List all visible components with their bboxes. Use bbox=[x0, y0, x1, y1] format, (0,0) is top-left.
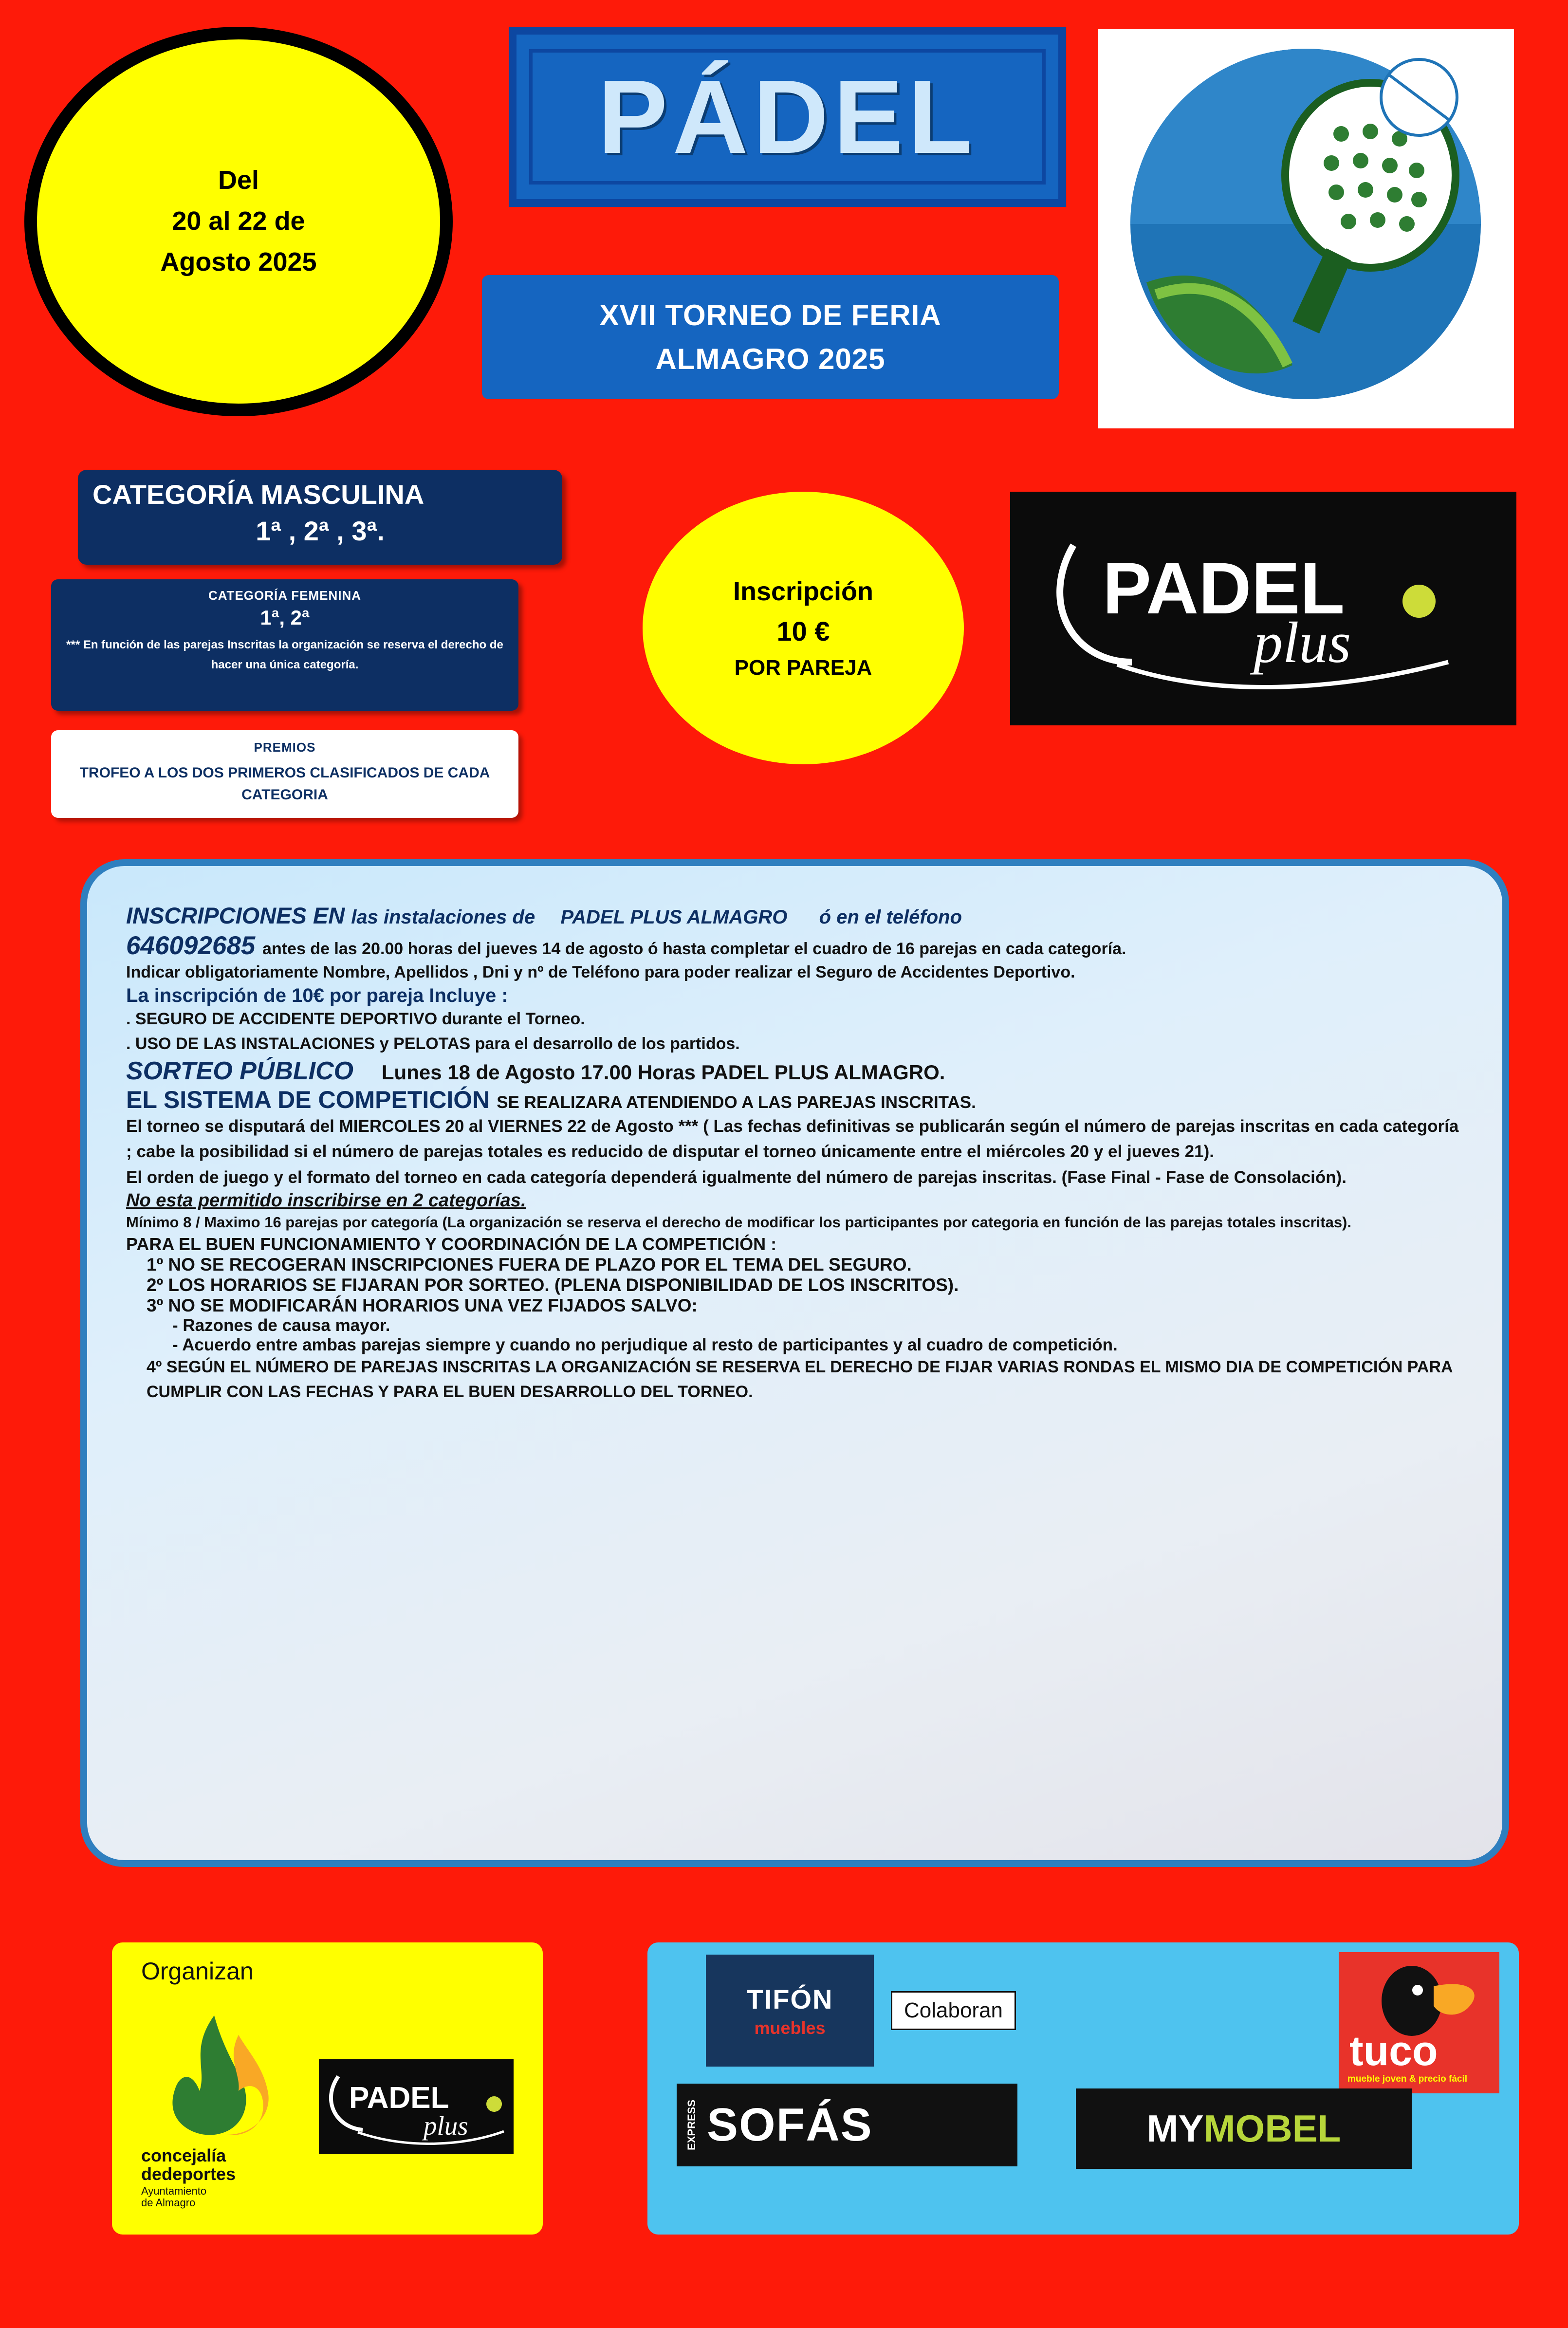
inscripciones-title: INSCRIPCIONES EN bbox=[126, 903, 345, 928]
rule-3b: - Acuerdo entre ambas parejas siempre y cuando no perjudique al resto de participantes y al cuadro de competición. bbox=[172, 1335, 1118, 1354]
paddle-logo-container bbox=[1098, 29, 1514, 428]
sorteo-title: SORTEO PÚBLICO bbox=[126, 1056, 354, 1085]
colaboran-box bbox=[647, 1942, 1519, 2235]
svg-text:concejalía: concejalía bbox=[141, 2145, 226, 2165]
tifon-logo bbox=[706, 1955, 874, 2067]
category-femenina-note: *** En función de las parejas Inscritas la organización se reserva el derecho de hacer una única categoría. bbox=[66, 638, 503, 671]
indicar-text: Indicar obligatoriamente Nombre, Apellidos , Dni y nº de Teléfono para poder realizar el Seguro de Accidentes Deportivo. bbox=[126, 963, 1075, 982]
colaboran-label: Colaboran bbox=[891, 1991, 1016, 2030]
sorteo-line bbox=[126, 1056, 1463, 1086]
date-line-1: Del bbox=[218, 166, 259, 195]
inscripciones-or-phone: ó en el teléfono bbox=[819, 906, 962, 928]
tifon-name: TIFÓN bbox=[746, 1983, 833, 2014]
sofas-logo bbox=[677, 2084, 1017, 2166]
sistema-rest: SE REALIZARA ATENDIENDO A LAS PAREJAS INSCRITAS. bbox=[497, 1092, 976, 1112]
concejalia-logo bbox=[141, 2006, 312, 2210]
inscripciones-venue: PADEL PLUS ALMAGRO bbox=[560, 906, 788, 928]
sistema-line bbox=[126, 1086, 1463, 1114]
page-title: PÁDEL bbox=[598, 58, 977, 175]
rule-2: 2º LOS HORARIOS SE FIJARAN POR SORTEO. (PLENA DISPONIBILIDAD DE LOS INSCRITOS). bbox=[147, 1275, 959, 1295]
tifon-sub: muebles bbox=[754, 2017, 826, 2038]
mymobel-my: MY bbox=[1146, 2107, 1204, 2150]
paragraph-1: El torneo se disputará del MIERCOLES 20 al VIERNES 22 de Agosto *** ( Las fechas definitivas se publicarán según el número de parejas inscritas en cada categoría ; cabe la posibilidad si el número de parejas totales es reducido de disputar el torneo únicamente entre el miércoles 20 y el jueves 21). bbox=[126, 1116, 1459, 1162]
phone-line bbox=[126, 931, 1463, 961]
category-femenina-box bbox=[51, 579, 518, 711]
category-masculina-levels: 1ª , 2ª , 3ª. bbox=[256, 516, 385, 546]
sorteo-details: Lunes 18 de Agosto 17.00 Horas PADEL PLUS ALMAGRO. bbox=[381, 1060, 945, 1084]
mymobel-mobel: MOBEL bbox=[1203, 2107, 1341, 2150]
main-info-panel bbox=[80, 859, 1509, 1867]
organizan-label: Organizan bbox=[141, 1958, 254, 1985]
category-masculina-box bbox=[78, 470, 562, 565]
svg-text:tuco: tuco bbox=[1349, 2028, 1438, 2074]
category-femenina-title: CATEGORÍA FEMENINA bbox=[208, 588, 362, 603]
incluye-bullet-2: . USO DE LAS INSTALACIONES y PELOTAS para el desarrollo de los partidos. bbox=[126, 1034, 740, 1053]
organizan-box bbox=[112, 1942, 543, 2235]
inscripcion-label: Inscripción bbox=[733, 576, 874, 606]
date-circle bbox=[24, 27, 453, 416]
padelplus-logo-box bbox=[1010, 492, 1516, 725]
inscripcion-per: POR PAREJA bbox=[734, 655, 872, 680]
padelplus-footer-logo bbox=[319, 2059, 514, 2154]
padelplus-small-icon bbox=[319, 2059, 514, 2154]
svg-text:de Almagro: de Almagro bbox=[141, 2197, 196, 2209]
para-buen-funcionamiento: PARA EL BUEN FUNCIONAMIENTO Y COORDINACIÓN DE LA COMPETICIÓN : bbox=[126, 1234, 777, 1254]
sofas-express: EXPRESS bbox=[685, 2100, 698, 2150]
mymobel-logo bbox=[1076, 2088, 1412, 2169]
inscripciones-heading bbox=[126, 900, 1463, 931]
phone-number[interactable]: 646092685 bbox=[126, 931, 256, 961]
svg-text:PADEL: PADEL bbox=[1103, 547, 1345, 629]
rule-4: 4º SEGÚN EL NÚMERO DE PAREJAS INSCRITAS LA ORGANIZACIÓN SE RESERVA EL DERECHO DE FIJAR VARIAS RONDAS EL MISMO DIA DE COMPETICIÓN PARA CUMPLIR CON LAS FECHAS Y PARA EL BUEN DESARROLLO DEL TORNEO. bbox=[147, 1357, 1453, 1401]
tournament-banner bbox=[482, 275, 1059, 399]
incluye-bullet-1: . SEGURO DE ACCIDENTE DEPORTIVO durante el Torneo. bbox=[126, 1009, 585, 1028]
sofas-name: SOFÁS bbox=[707, 2099, 873, 2151]
tournament-line-1: XVII TORNEO DE FERIA bbox=[599, 298, 941, 332]
tuco-logo bbox=[1339, 1952, 1499, 2093]
svg-text:plus: plus bbox=[424, 2111, 468, 2141]
paddle-racket-icon bbox=[1098, 29, 1514, 428]
inscripciones-rest: las instalaciones de bbox=[351, 906, 535, 928]
minimo-maximo: Mínimo 8 / Maximo 16 parejas por categoría (La organización se reserva el derecho de modificar los participantes por categoria en función de las parejas totales inscritas). bbox=[126, 1214, 1351, 1231]
paragraph-2: El orden de juego y el formato del torneo en cada categoría dependerá igualmente del número de parejas inscritas. (Fase Final - Fase de Consolación). bbox=[126, 1167, 1347, 1187]
tournament-line-2: ALMAGRO 2025 bbox=[655, 342, 885, 375]
inscripcion-price-circle bbox=[643, 492, 964, 764]
padel-title-inner bbox=[529, 49, 1045, 185]
phone-deadline: antes de las 20.00 horas del jueves 14 de agosto ó hasta completar el cuadro de 16 parejas en cada categoría. bbox=[262, 940, 1126, 959]
category-femenina-levels: 1ª, 2ª bbox=[260, 606, 310, 629]
flame-icon bbox=[141, 2006, 312, 2210]
svg-text:dedeportes: dedeportes bbox=[141, 2164, 236, 2184]
incluye-title: La inscripción de 10€ por pareja Incluye : bbox=[126, 984, 508, 1006]
premios-box bbox=[51, 730, 518, 818]
rule-3: 3º NO SE MODIFICARÁN HORARIOS UNA VEZ FIJADOS SALVO: bbox=[147, 1295, 698, 1315]
date-line-3: Agosto 2025 bbox=[160, 247, 317, 277]
category-masculina-title: CATEGORÍA MASCULINA bbox=[92, 479, 424, 510]
date-line-2: 20 al 22 de bbox=[172, 206, 305, 236]
svg-text:plus: plus bbox=[1254, 610, 1351, 675]
no-two-categories: No esta permitido inscribirse en 2 categorías. bbox=[126, 1190, 526, 1211]
inscripcion-price: 10 € bbox=[776, 615, 830, 647]
premios-text: TROFEO A LOS DOS PRIMEROS CLASIFICADOS DE CADA CATEGORIA bbox=[79, 765, 490, 803]
svg-text:Ayuntamiento: Ayuntamiento bbox=[141, 2185, 207, 2197]
padelplus-logo-icon bbox=[1044, 516, 1482, 701]
padel-title-box bbox=[509, 27, 1066, 207]
svg-text:PADEL: PADEL bbox=[349, 2081, 449, 2115]
toucan-icon bbox=[1339, 1952, 1499, 2093]
rule-1: 1º NO SE RECOGERAN INSCRIPCIONES FUERA DE PLAZO POR EL TEMA DEL SEGURO. bbox=[147, 1254, 912, 1275]
sistema-title: EL SISTEMA DE COMPETICIÓN bbox=[126, 1086, 490, 1113]
rule-3a: - Razones de causa mayor. bbox=[172, 1315, 390, 1335]
premios-title: PREMIOS bbox=[254, 740, 316, 755]
svg-text:mueble joven & precio fácil: mueble joven & precio fácil bbox=[1347, 2074, 1468, 2084]
